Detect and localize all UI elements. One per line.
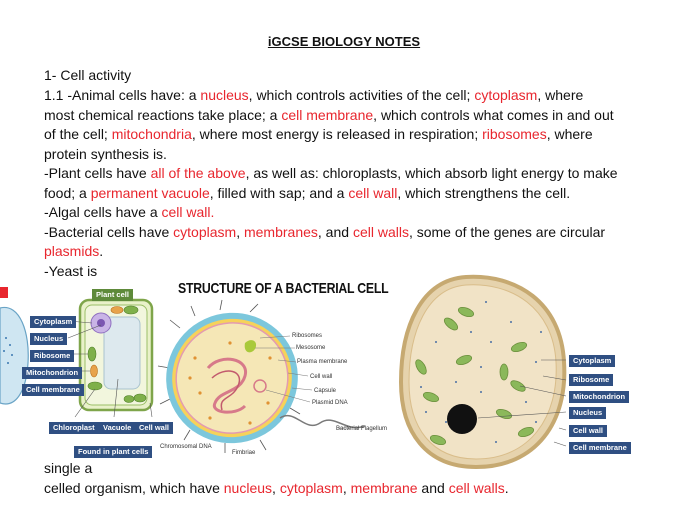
label-cytoplasm-right: Cytoplasm	[569, 355, 615, 367]
yeast-cell-figure	[396, 272, 571, 472]
para5: -Yeast is	[44, 262, 98, 279]
label-cytoplasm-left: Cytoplasm	[30, 316, 76, 328]
bact-label-flagellum: Bacterial Flagellum	[336, 426, 388, 432]
bact-label-plasma-membrane: Plasma membrane	[297, 359, 348, 365]
para6: single a	[44, 460, 93, 476]
label-nucleus-right: Nucleus	[569, 407, 606, 419]
term-ribosomes: ribosomes	[482, 126, 547, 142]
para1-line3: of the cell; mitochondria, where most energy is released in respiration; ribosomes, where	[44, 126, 593, 142]
label-cell-membrane-right: Cell membrane	[569, 442, 631, 454]
label-nucleus-left: Nucleus	[30, 333, 67, 345]
term-all-above: all of the above	[150, 165, 246, 181]
para2-line2: food; a permanent vacuole, filled with sap; and a cell wall, which strengthens the cell.	[44, 184, 571, 201]
label-chloroplast: Chloroplast	[49, 422, 99, 434]
label-mitochondrion-right: Mitochondrion	[569, 391, 629, 403]
label-ribosome-right: Ribosome	[569, 374, 613, 386]
label-cell-wall-left: Cell wall	[135, 422, 173, 434]
para4-line1: -Bacterial cells have cytoplasm, membranes, and cell walls, some of the genes are circular	[44, 223, 606, 240]
label-found-in-plant: Found in plant cells	[74, 446, 152, 458]
bact-label-fimbriae: Fimbriae	[232, 450, 256, 456]
para2-line1: -Plant cells have all of the above, as well as: chloroplasts, which absorb light energy to make	[44, 165, 618, 181]
label-mitochondrion-left: Mitochondrion	[22, 367, 82, 379]
term-cytoplasm: cytoplasm	[474, 87, 538, 103]
term-permanent-vacuole: permanent vacuole	[90, 184, 210, 201]
bact-label-cell-wall: Cell wall	[310, 374, 333, 380]
para3: -Algal cells have a cell wall.	[44, 204, 215, 220]
bact-label-capsule: Capsule	[314, 388, 337, 394]
para1-line4: protein synthesis is.	[44, 145, 167, 162]
label-ribosome-left: Ribosome	[30, 350, 74, 362]
para7: celled organism, which have nucleus, cytoplasm, membrane and cell walls.	[44, 479, 509, 496]
bact-label-chromosomal-dna: Chromosomal DNA	[160, 444, 212, 450]
bact-label-mesosome: Mesosome	[296, 345, 326, 351]
page-title	[0, 34, 688, 49]
bact-label-ribosomes: Ribosomes	[292, 333, 323, 339]
para1-line1: 1.1 -Animal cells have: a nucleus, which controls activities of the cell; cytoplasm, where	[44, 87, 584, 103]
title-text: iGCSE BIOLOGY NOTES	[267, 34, 421, 49]
section-heading: 1- Cell activity	[44, 67, 132, 83]
bacteria-title: STRUCTURE OF A BACTERIAL CELL	[178, 280, 389, 297]
term-mitochondria: mitochondria	[111, 126, 192, 142]
label-cell-wall-right: Cell wall	[569, 425, 607, 437]
bacterial-cell-figure	[150, 298, 395, 460]
label-vacuole: Vacuole	[99, 422, 135, 434]
term-nucleus: nucleus	[200, 87, 249, 103]
bact-label-plasmid-dna: Plasmid DNA	[312, 400, 348, 406]
para4-line2: plasmids.	[44, 243, 104, 259]
label-cell-membrane-left: Cell membrane	[22, 384, 84, 396]
term-cell-wall: cell wall	[348, 184, 398, 201]
para1-line2: most chemical reactions take place; a cell membrane, which controls what comes in and out	[44, 106, 614, 123]
term-cell-membrane: cell membrane	[281, 106, 374, 123]
plant-cell-title: Plant cell	[92, 289, 133, 301]
